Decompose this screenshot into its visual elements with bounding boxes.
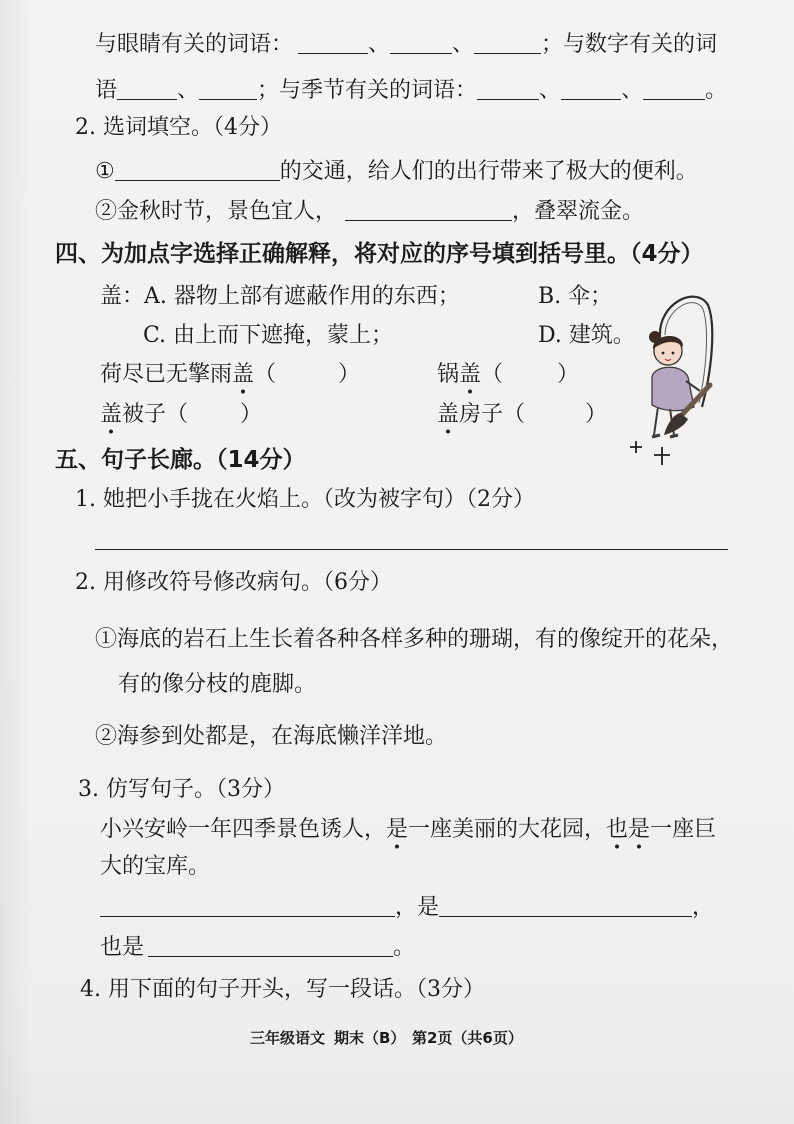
q1-line-1: [95, 31, 717, 59]
answer-blank: [439, 915, 692, 917]
s5-q4-prompt: 4. 用下面的句子开头，写一段话。（3分）: [80, 977, 485, 1002]
faulty-sentence-1: ①海底的岩石上生长着各种各样多种的珊瑚，有的像绽开的花朵，: [95, 627, 734, 652]
definition-option-b: B. 伞；: [538, 284, 613, 309]
answer-blank: [199, 98, 257, 100]
example-part: 一座美丽的大花园，: [408, 817, 607, 842]
definition-option-d: D. 建筑。: [538, 323, 635, 348]
answer-space: [276, 380, 338, 381]
definition-option-a: [100, 283, 460, 311]
answer-space: [188, 420, 240, 421]
dotted-character: 盖: [100, 402, 122, 435]
target-word: 盖：: [100, 284, 145, 309]
q2-item-2-text: ②金秋时节，景色宜人，: [95, 199, 338, 224]
paintbrush-bristles: [664, 413, 688, 435]
paren-close: ）: [557, 362, 580, 387]
answer-blank: [117, 98, 177, 100]
faulty-sentence-2: ②海参到处都是，在海底懒洋洋地。: [95, 724, 448, 749]
dotted-keyword: 也是: [606, 817, 650, 850]
phrase-text: 被子: [122, 402, 167, 427]
girl-hair-bun: [649, 331, 661, 343]
template-text: 也是: [100, 935, 145, 960]
q2-item-1-text: 的交通，给人们的出行带来了极大的便利。: [279, 159, 698, 184]
q1-numbers-label: ；与数字有关的词: [541, 32, 718, 57]
answer-space: [503, 380, 557, 381]
section-4-title: 四、为加点字选择正确解释，将对应的序号填到括号里。（4分）: [55, 241, 704, 267]
answer-blank: [390, 52, 452, 54]
separator: 、: [452, 32, 475, 57]
paren-open: （: [481, 362, 504, 387]
girl-dress: [652, 367, 694, 410]
answer-blank: [148, 955, 393, 957]
phrase-text: 锅: [437, 362, 460, 387]
option-a-text: A. 器物上部有遮蔽作用的东西；: [144, 284, 460, 309]
answer-line: [95, 549, 728, 550]
separator: 、: [621, 78, 644, 103]
answer-blank: [298, 52, 368, 54]
q2-item-1: [95, 158, 698, 186]
answer-space: [525, 420, 585, 421]
phrase-item: [437, 361, 579, 389]
paren-open: （: [503, 402, 526, 427]
separator: 、: [539, 78, 562, 103]
paren-close: ）: [585, 402, 608, 427]
girl-painting-illustration: [608, 285, 728, 480]
dotted-character: 盖: [437, 402, 459, 435]
example-sentence: [100, 816, 716, 844]
s5-q1-prompt: 1. 她把小手拢在火焰上。（改为被字句）（2分）: [75, 487, 535, 512]
faulty-sentence-1-continued: 有的像分枝的鹿脚。: [118, 672, 317, 697]
answer-blank: [115, 179, 280, 181]
separator: 、: [368, 32, 391, 57]
example-part: 小兴安岭一年四季景色诱人，: [100, 817, 387, 842]
dotted-character: 盖: [232, 362, 254, 395]
template-text: ，: [692, 895, 715, 920]
section-5-title: 五、句子长廊。（14分）: [55, 447, 306, 473]
footer-page-number: 第2页（共6页）: [412, 1029, 523, 1047]
item-marker: ①: [95, 159, 115, 184]
example-sentence-continued: 大的宝库。: [100, 854, 211, 879]
answer-blank: [643, 98, 705, 100]
paren-close: ）: [338, 362, 361, 387]
dotted-keyword: 是: [386, 817, 408, 850]
paren-close: ）: [240, 402, 263, 427]
paren-open: （: [254, 362, 277, 387]
q1-line-2: [95, 77, 727, 105]
s5-q3-prompt: 3. 仿写句子。（3分）: [78, 777, 285, 802]
line-end: 。: [705, 78, 728, 103]
answer-blank: [474, 52, 541, 54]
footer-subject: 三年级语文: [250, 1029, 326, 1047]
phrase-text: 荷尽已无擎雨: [100, 362, 233, 387]
answer-blank: [477, 98, 539, 100]
template-text: ，是: [395, 895, 440, 920]
dotted-character: 盖: [459, 362, 481, 395]
paren-open: （: [166, 402, 189, 427]
answer-blank: [345, 219, 512, 221]
q1-numbers-label-end: 语: [95, 78, 118, 103]
phrase-text: 房子: [459, 402, 504, 427]
example-part: 一座巨: [650, 817, 717, 842]
q2-item-2: [95, 198, 644, 226]
q1-eyes-label: 与眼睛有关的词语：: [95, 32, 294, 57]
girl-shoes: [652, 435, 678, 437]
separator: 、: [177, 78, 200, 103]
answer-blank: [100, 915, 395, 917]
s5-q2-prompt: 2. 用修改符号修改病句。（6分）: [75, 570, 392, 595]
girl-eye: [662, 352, 665, 355]
template-text: 。: [393, 935, 416, 960]
q2-title: 2. 选词填空。（4分）: [75, 115, 282, 140]
sparkle-plus-icon: [654, 447, 670, 465]
imitation-template-line-2: [100, 934, 415, 962]
answer-blank: [561, 98, 621, 100]
phrase-item: [437, 401, 607, 429]
q2-item-2-tail: ，叠翠流金。: [512, 199, 645, 224]
sparkle-plus-icon: [630, 441, 642, 453]
definition-option-c: C. 由上而下遮掩，蒙上；: [143, 323, 394, 348]
imitation-template-line-1: [100, 894, 714, 922]
footer-exam: 期末（B）: [334, 1029, 406, 1047]
girl-eye: [672, 352, 675, 355]
phrase-item: [100, 401, 262, 429]
phrase-item: [100, 361, 360, 389]
q1-seasons-label: ；与季节有关的词语：: [257, 78, 478, 103]
